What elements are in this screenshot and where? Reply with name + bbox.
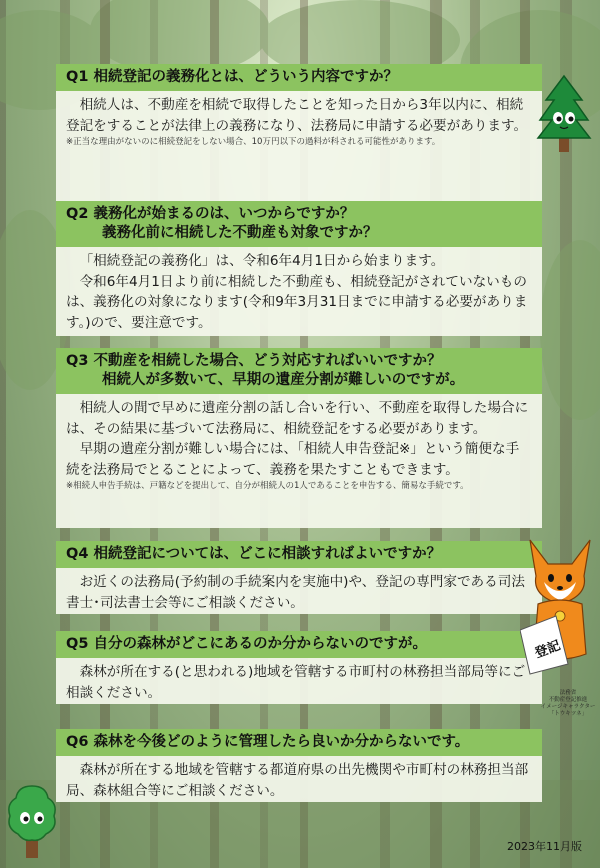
qa-block-4	[56, 541, 542, 614]
qa-block-1	[56, 64, 542, 204]
answer-6: 森林が所在する地域を管轄する都道府県の出先機関や市町村の林務担当部局、森林組合等にご相談ください。	[56, 756, 542, 802]
fox-mascot-icon	[520, 534, 600, 684]
note-3: ※相続人申告手続は、戸籍などを提出して、自分が相続人の1人であることを申告する、簡易な手続です。	[66, 481, 469, 491]
edition-date: 2023年11月版	[507, 840, 582, 853]
answer-4: お近くの法務局(予約制の手続案内を実施中)や、登記の専門家である司法書士･司法書士会等にご相談ください。	[56, 568, 542, 614]
fox-sign-text: 登記	[532, 638, 563, 662]
answer-1: 相続人は、不動産を相続で取得したことを知った日から3年以内に、相続登記をすることが法律上の義務になり、法務局に申請する必要があります。 ※正当な理由がないのに相続登記をしない場合、10万円以下の過料が科される可能性があります。	[56, 91, 542, 204]
qa-block-5	[56, 631, 542, 704]
question-1: Q1 相続登記の義務化とは、どういう内容ですか？	[56, 64, 542, 91]
question-6: Q6 森林を今後どのように管理したら良いか分からないです。	[56, 729, 542, 756]
round-tree-mascot-icon	[6, 782, 58, 860]
answer-3: 相続人の間で早めに遺産分割の話し合いを行い、不動産を取得した場合には、その結果に基づいて法務局に、相続登記をする必要があります。 早期の遺産分割が難しい場合には、「相続人申告登記※」という簡便な手続を法務局でとることによって、義務を果たすこともできます。 ※相続人申告手続は、戸籍などを提出して、自分が相続人の1人であることを申告する、簡易な手続です。	[56, 394, 542, 528]
qa-block-6	[56, 729, 542, 802]
qa-block-2	[56, 201, 542, 336]
answer-5: 森林が所在する(と思われる)地域を管轄する市町村の林務担当部局等にご相談ください。	[56, 658, 542, 704]
question-2: Q2 義務化が始まるのは、いつからですか？ 義務化前に相続した不動産も対象ですか？	[56, 201, 542, 247]
fox-caption: 法務省 不動産登記推進 イメージキャラクター 「トウキツネ」	[540, 690, 596, 717]
question-4: Q4 相続登記については、どこに相談すればよいですか？	[56, 541, 542, 568]
answer-2: 「相続登記の義務化」は、令和6年4月1日から始まります。 令和6年4月1日より前に相続した不動産も、相続登記がされていないものは、義務化の対象になります(令和9年3月31日までに申請する必要があります。)ので、要注意です。	[56, 247, 542, 336]
question-3: Q3 不動産を相続した場合、どう対応すればいいですか？ 相続人が多数いて、早期の遺産分割が難しいのですが。	[56, 348, 542, 394]
question-5: Q5 自分の森林がどこにあるのか分からないのですが。	[56, 631, 542, 658]
qa-block-3	[56, 348, 542, 528]
note-1: ※正当な理由がないのに相続登記をしない場合、10万円以下の過料が科される可能性があります。	[66, 137, 441, 147]
tree-mascot-icon	[536, 74, 592, 154]
